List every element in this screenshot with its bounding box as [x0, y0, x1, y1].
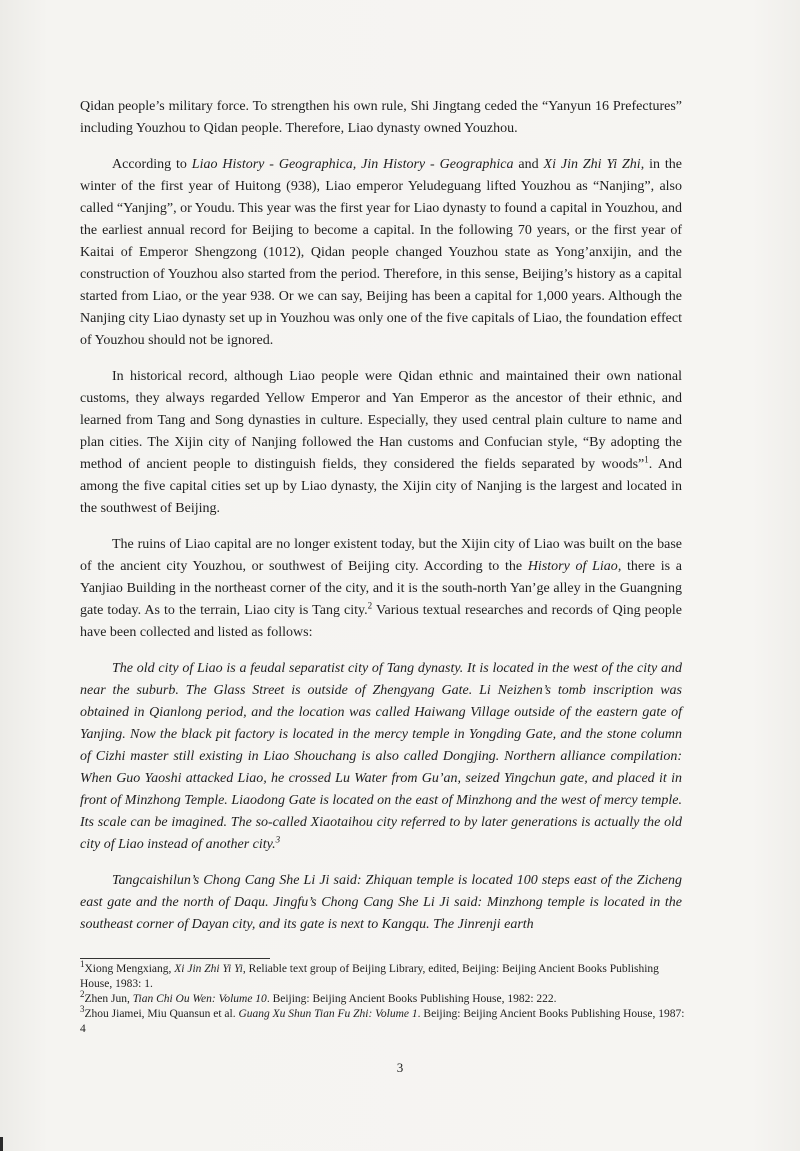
- italic-span: Liao History - Geographica, Jin History - Geographica: [191, 157, 514, 172]
- italic-span: Tian Chi Ou Wen: Volume 10: [132, 993, 267, 1005]
- paragraph: [80, 366, 682, 520]
- quotation-paragraph: [80, 658, 682, 856]
- text-span: . Beijing: Beijing Ancient Books Publishing House, 1982: 222.: [266, 993, 557, 1005]
- body-text: [80, 96, 682, 950]
- text-span: . And among the five capital cities set up by Liao dynasty, the Xijin city of Nanjing is the largest and located in the southwest of Beijing.: [80, 457, 682, 516]
- footnote-marker: 3: [80, 1004, 85, 1015]
- page-number: 3: [396, 1060, 404, 1075]
- paragraph: [80, 96, 682, 140]
- footnotes: [80, 959, 692, 1037]
- paragraph: [80, 154, 682, 352]
- text-span: and: [513, 157, 544, 172]
- text-span: Xiong Mengxiang,: [84, 963, 175, 975]
- footnote: [80, 1004, 692, 1037]
- text-span: In historical record, although Liao people were Qidan ethnic and maintained their own national customs, they always regarded Yellow Emperor and Yan Emperor as the ancestor of their ethnic, and learned from Tang and Song dynasties in culture. Especially, they used central plain culture to name and plan cities. The Xijin city of Nanjing followed the Han customs and Confucian style, “By adopting the method of ancient people to distinguish fields, they considered the fields separated by woods”: [80, 369, 682, 472]
- text-span: Tangcaishilun’s Chong Cang She Li Ji said: Zhiquan temple is located 100 steps east of the Zicheng east gate and the north of Daqu. Jingfu’s Chong Cang She Li Ji said: Minzhong temple is located in the southeast corner of Dayan city, and its gate is next to Kangqu. The Jinrenji earth: [80, 873, 682, 932]
- text-span: . Beijing: Beijing Ancient Books Publishing House, 1987: 4: [80, 1008, 685, 1035]
- italic-span: Xi Jin Zhi Yi Zhi: [543, 157, 641, 172]
- text-span: , in the winter of the first year of Huitong (938), Liao emperor Yeludeguang lifted Youzhou as “Nanjing”, also called “Yanjing”, or Youdu. This year was the first year for Liao dynasty to found a capital in Youzhou, and the earliest annual record for Beijing to become a capital. In the following 70 years, or the first year of Kaitai of Emperor Shengzong (1012), Qidan people changed Youzhou state as Yong’anxijin, and the construction of Youzhou also started from the period. Therefore, in this sense, Beijing’s history as a capital started from Liao, or the year 938. Or we can say, Beijing has been a capital for 1,000 years. Although the Nanjing city Liao dynasty set up in Youzhou was only one of the five capitals of Liao, the foundation effect of Youzhou should not be ignored.: [80, 157, 682, 348]
- text-span: The ruins of Liao capital are no longer existent today, but the Xijin city of Liao was built on the base of the ancient city Youzhou, or southwest of Beijing city. According to the: [80, 537, 682, 574]
- footnote-marker: 3: [275, 834, 281, 845]
- footnote-marker: 1: [80, 959, 85, 970]
- text-span: According to: [112, 157, 192, 172]
- scan-edge-mark: [0, 1137, 3, 1151]
- italic-span: Xi Jin Zhi Yi Yi: [174, 963, 243, 975]
- text-span: Zhou Jiamei, Miu Quansun et al.: [84, 1008, 239, 1020]
- text-span: Zhen Jun,: [84, 993, 133, 1005]
- footnote: [80, 959, 692, 992]
- italic-span: History of Liao: [527, 559, 618, 574]
- paragraph: [80, 534, 682, 644]
- text-span: The old city of Liao is a feudal separatist city of Tang dynasty. It is located in the west of the city and near the suburb. The Glass Street is outside of Zhengyang Gate. Li Neizhen’s tomb inscription was obtained in Qianlong period, and the location was called Haiwang Village outside of the eastern gate of Yanjing. Now the black pit factory is located in the mercy temple in Yongding Gate, and the stone column of Cizhi master still existing in Liao Shouchang is also called Dongjing. Northern alliance compilation: When Guo Yaoshi attacked Liao, he crossed Lu Water from Gu’an, seized Yingchun gate, and placed it in front of Minzhong Temple. Liaodong Gate is located on the east of Minzhong and the west of mercy temple. Its scale can be imagined. The so-called Xiaotaihou city referred to by later generations is actually the old city of Liao instead of another city.: [80, 661, 682, 852]
- text-span: Qidan people’s military force. To strengthen his own rule, Shi Jingtang ceded the “Yanyun 16 Prefectures” including Youzhou to Qidan people. Therefore, Liao dynasty owned Youzhou.: [80, 99, 682, 136]
- footnote: [80, 989, 692, 1007]
- text-span: Various textual researches and records of Qing people have been collected and listed as follows:: [80, 603, 682, 640]
- footnote-marker: 1: [644, 454, 649, 465]
- quotation-paragraph: [80, 870, 682, 936]
- footnote-separator: [80, 958, 270, 959]
- footnote-marker: 2: [367, 600, 373, 611]
- text-span: , Reliable text group of Beijing Library, edited, Beijing: Beijing Ancient Books Publishing House, 1983: 1.: [80, 963, 659, 990]
- footnote-marker: 2: [80, 989, 85, 1000]
- text-span: , there is a Yanjiao Building in the northeast corner of the city, and it is the south-north Yan’ge alley in the Guangning gate today. As to the terrain, Liao city is Tang city.: [80, 559, 682, 618]
- italic-span: Guang Xu Shun Tian Fu Zhi: Volume 1: [238, 1008, 418, 1020]
